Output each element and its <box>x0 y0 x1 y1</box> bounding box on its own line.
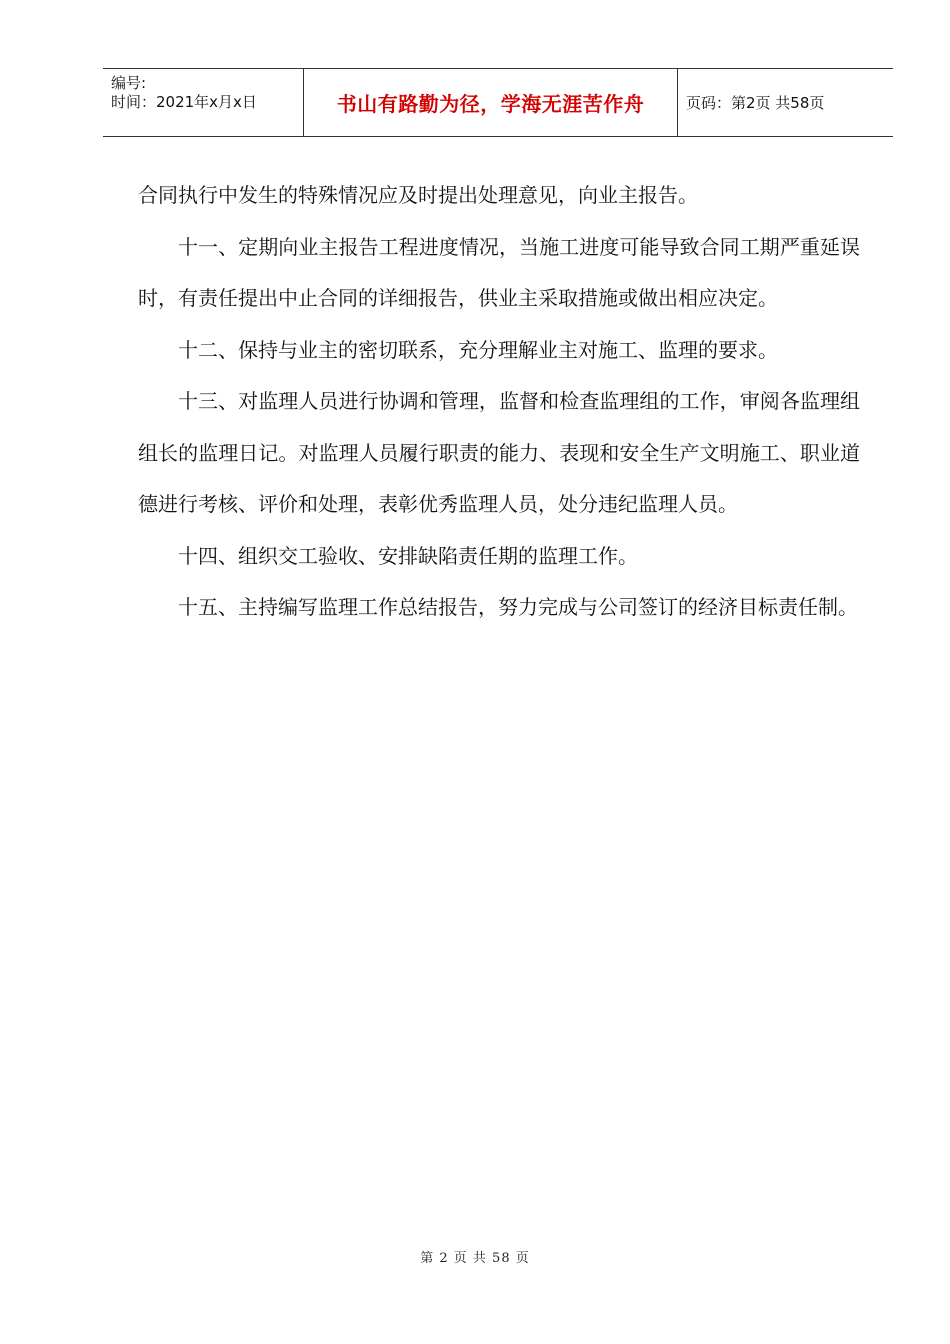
paragraph-item-12: 十二、保持与业主的密切联系，充分理解业主对施工、监理的要求。 <box>178 337 778 362</box>
paragraph-item-14: 十四、组织交工验收、安排缺陷责任期的监理工作。 <box>178 543 638 568</box>
paragraph-item-11: 十一、定期向业主报告工程进度情况，当施工进度可能导致合同工期严重延误时，有责任提出中止合同的详细报告，供业主采取措施或做出相应决定。 <box>138 234 860 310</box>
paragraph-continuation: 合同执行中发生的特殊情况应及时提出处理意见，向业主报告。 <box>138 183 698 207</box>
header-page-code: 页码：第2页 共58页 <box>686 94 825 112</box>
document-date: 时间：2021年x月x日 <box>111 93 257 111</box>
paragraph-item-13: 十三、对监理人员进行协调和管理，监督和检查监理组的工作，审阅各监理组组长的监理日记。对监理人员履行职责的能力、表现和安全生产文明施工、职业道德进行考核、评价和处理，表彰优秀监理人员，处分违纪监理人员。 <box>138 389 860 516</box>
page-header <box>103 68 893 137</box>
document-body <box>138 170 860 634</box>
header-meta <box>103 69 304 136</box>
header-motto: 书山有路勤为径，学海无涯苦作舟 <box>304 69 678 136</box>
page-footer: 第 2 页 共 58 页 <box>420 1251 530 1266</box>
document-number-label: 编号: <box>111 74 147 92</box>
paragraph-item-15: 十五、主持编写监理工作总结报告，努力完成与公司签订的经济目标责任制。 <box>178 595 858 619</box>
